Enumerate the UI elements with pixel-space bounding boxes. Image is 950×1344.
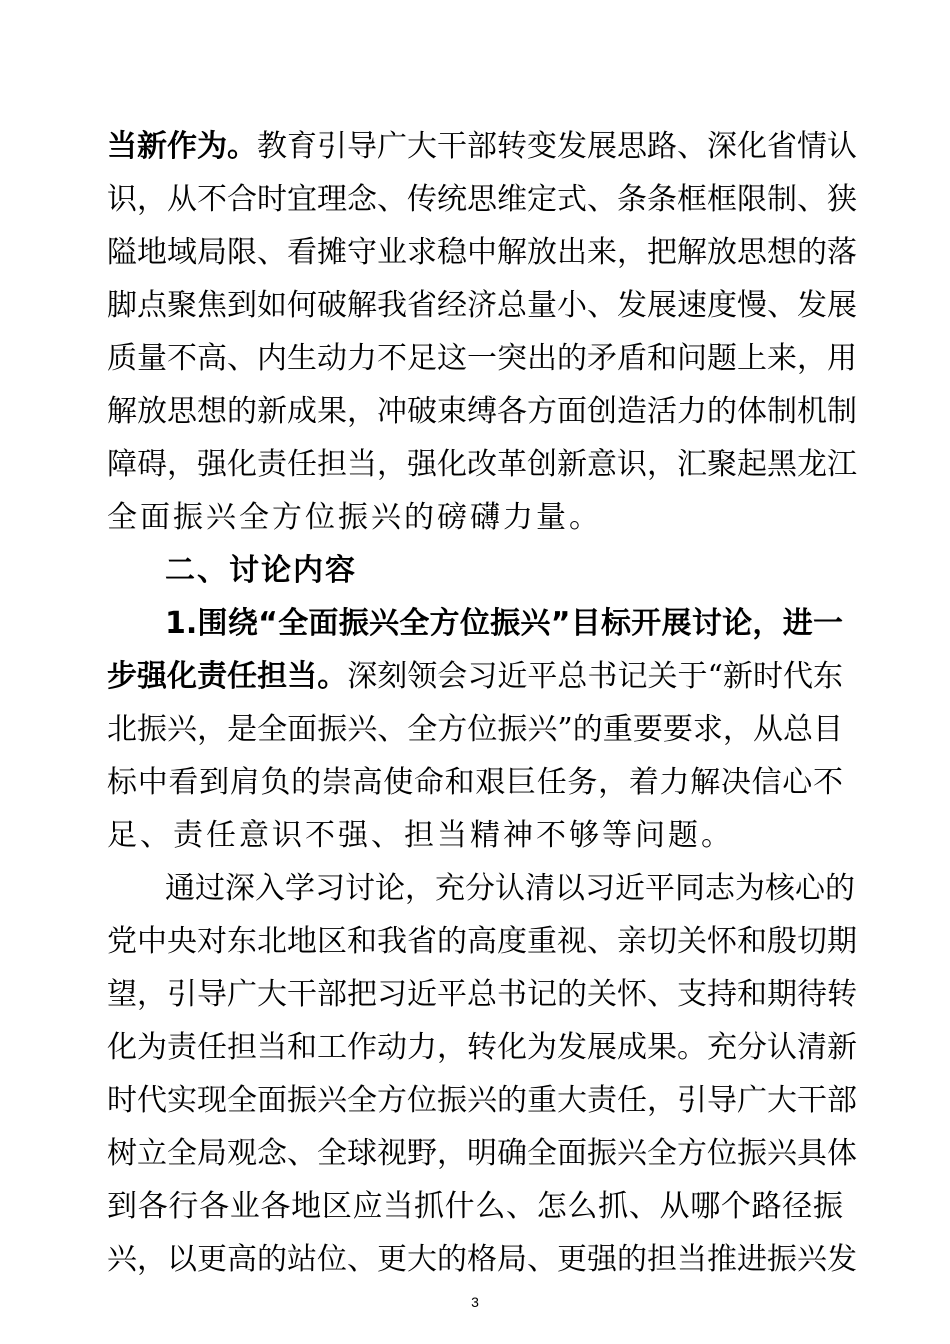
text-line: 足、责任意识不强、担当精神不够等问题。 [107, 818, 734, 853]
text-line: 望，引导广大干部把习近平总书记的关怀、支持和期待转 [107, 977, 857, 1012]
page-number: 3 [471, 1294, 479, 1310]
text-line: 识，从不合时宜理念、传统思维定式、条条框框限制、狭 [107, 182, 857, 217]
text-line [107, 657, 843, 697]
line-text: 深刻领会习近平总书记关于“新时代东 [347, 659, 843, 694]
bold-phrase: 步强化责任担当。 [107, 659, 348, 694]
text-line: 脚点聚焦到如何破解我省经济总量小、发展速度慢、发展 [107, 288, 857, 323]
text-line: 隘地域局限、看摊守业求稳中解放出来，把解放思想的落 [107, 235, 857, 270]
text-line: 化为责任担当和工作动力，转化为发展成果。充分认清新 [107, 1030, 857, 1065]
text-line: 到各行各业各地区应当抓什么、怎么抓、从哪个路径振 [107, 1189, 843, 1224]
text-line: 障碍，强化责任担当，强化改革创新意识，汇聚起黑龙江 [107, 447, 857, 482]
text-line [107, 127, 857, 167]
text-line: 党中央对东北地区和我省的高度重视、亲切关怀和殷切期 [107, 924, 857, 959]
paragraph-first-line: 通过深入学习讨论，充分认清以习近平同志为核心的 [165, 871, 855, 906]
item-heading-line: 1.围绕“全面振兴全方位振兴”目标开展讨论，进一 [165, 606, 843, 641]
text-line: 解放思想的新成果，冲破束缚各方面创造活力的体制机制 [107, 394, 857, 429]
text-line: 兴，以更高的站位、更大的格局、更强的担当推进振兴发 [107, 1242, 857, 1277]
text-line: 北振兴，是全面振兴、全方位振兴”的重要要求，从总目 [107, 712, 843, 747]
section-heading: 二、讨论内容 [165, 553, 357, 588]
line-text: 教育引导广大干部转变发展思路、深化省情认 [257, 129, 857, 164]
text-line: 树立全局观念、全球视野，明确全面振兴全方位振兴具体 [107, 1136, 857, 1171]
bold-phrase: 当新作为。 [107, 129, 257, 164]
text-line: 全面振兴全方位振兴的磅礴力量。 [107, 500, 602, 535]
text-line: 标中看到肩负的崇高使命和艰巨任务，着力解决信心不 [107, 765, 843, 800]
text-line: 质量不高、内生动力不足这一突出的矛盾和问题上来，用 [107, 341, 857, 376]
text-line: 时代实现全面振兴全方位振兴的重大责任，引导广大干部 [107, 1083, 857, 1118]
